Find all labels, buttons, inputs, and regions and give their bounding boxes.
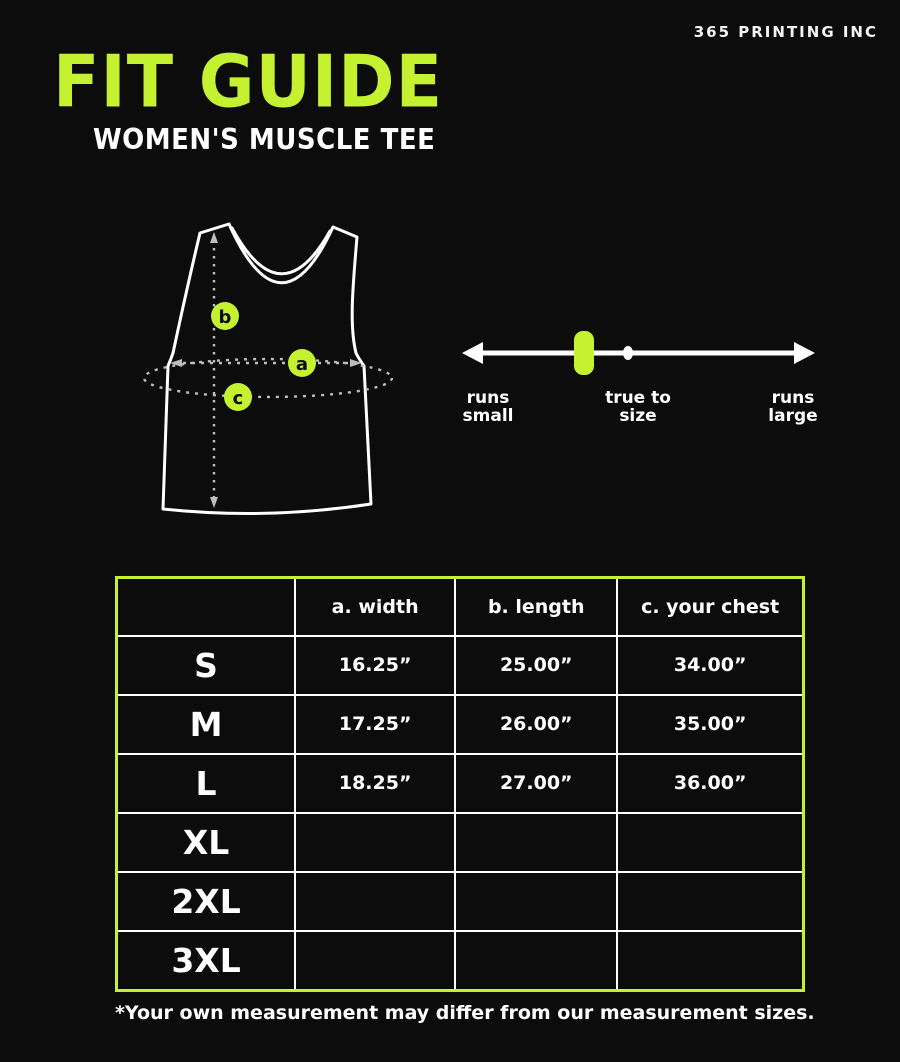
- width-value: 17.25”: [295, 695, 455, 754]
- length-arrow-up-icon: [210, 232, 218, 243]
- chest-value: [617, 931, 803, 990]
- measurement-disclaimer: *Your own measurement may differ from our measurement sizes.: [115, 1002, 815, 1024]
- table-row-m: [117, 695, 804, 754]
- chest-value: 35.00”: [617, 695, 803, 754]
- length-value: [455, 813, 617, 872]
- column-header-chest: c. your chest: [617, 578, 803, 636]
- length-value: [455, 931, 617, 990]
- column-header-length: b. length: [455, 578, 617, 636]
- scale-label-line: runs: [466, 388, 510, 408]
- table-row-xl: [117, 813, 804, 872]
- table-row-l: [117, 754, 804, 813]
- corner-cell: [117, 578, 296, 636]
- fit-position-marker: [574, 331, 594, 375]
- width-value: [295, 872, 455, 931]
- column-header-width: a. width: [295, 578, 455, 636]
- width-value: [295, 813, 455, 872]
- center-tick-dot: [623, 346, 633, 360]
- length-arrow-down-icon: [210, 497, 218, 508]
- brand-name: 365 PRINTING INC: [693, 23, 878, 41]
- scale-label-runs-small: [428, 389, 548, 425]
- scale-label-true-to-size: [578, 389, 698, 425]
- tee-outline-icon: [163, 224, 371, 513]
- table-row-s: [117, 636, 804, 695]
- collar-inner-line: [232, 228, 330, 274]
- scale-label-line: small: [462, 406, 514, 426]
- size-label: L: [117, 754, 296, 813]
- length-value: 25.00”: [455, 636, 617, 695]
- scale-arrow-right-icon: [794, 342, 815, 364]
- fit-scale: [450, 330, 830, 380]
- page-title: FIT GUIDE: [53, 40, 444, 125]
- page-subtitle: WOMEN'S MUSCLE TEE: [93, 124, 436, 157]
- chest-value: [617, 872, 803, 931]
- width-value: 18.25”: [295, 754, 455, 813]
- scale-label-runs-large: [733, 389, 853, 425]
- chest-value: [617, 813, 803, 872]
- length-value: 27.00”: [455, 754, 617, 813]
- size-label: M: [117, 695, 296, 754]
- chest-value: 34.00”: [617, 636, 803, 695]
- size-chart-table: [115, 576, 805, 992]
- size-label: S: [117, 636, 296, 695]
- size-label: XL: [117, 813, 296, 872]
- scale-label-line: large: [768, 406, 818, 426]
- scale-label-line: runs: [771, 388, 815, 408]
- scale-label-line: size: [619, 406, 657, 426]
- scale-arrow-left-icon: [462, 342, 483, 364]
- header-row: [117, 578, 804, 636]
- length-value: 26.00”: [455, 695, 617, 754]
- scale-label-line: true to: [605, 388, 671, 408]
- width-value: 16.25”: [295, 636, 455, 695]
- marker-c-letter: c: [232, 388, 244, 409]
- chest-value: 36.00”: [617, 754, 803, 813]
- marker-a-letter: a: [295, 354, 309, 375]
- table-row-2xl: [117, 872, 804, 931]
- size-label: 2XL: [117, 872, 296, 931]
- marker-b-letter: b: [218, 307, 232, 328]
- length-value: [455, 872, 617, 931]
- muscle-tee-diagram: [140, 200, 420, 530]
- table-row-3xl: [117, 931, 804, 990]
- size-label: 3XL: [117, 931, 296, 990]
- width-value: [295, 931, 455, 990]
